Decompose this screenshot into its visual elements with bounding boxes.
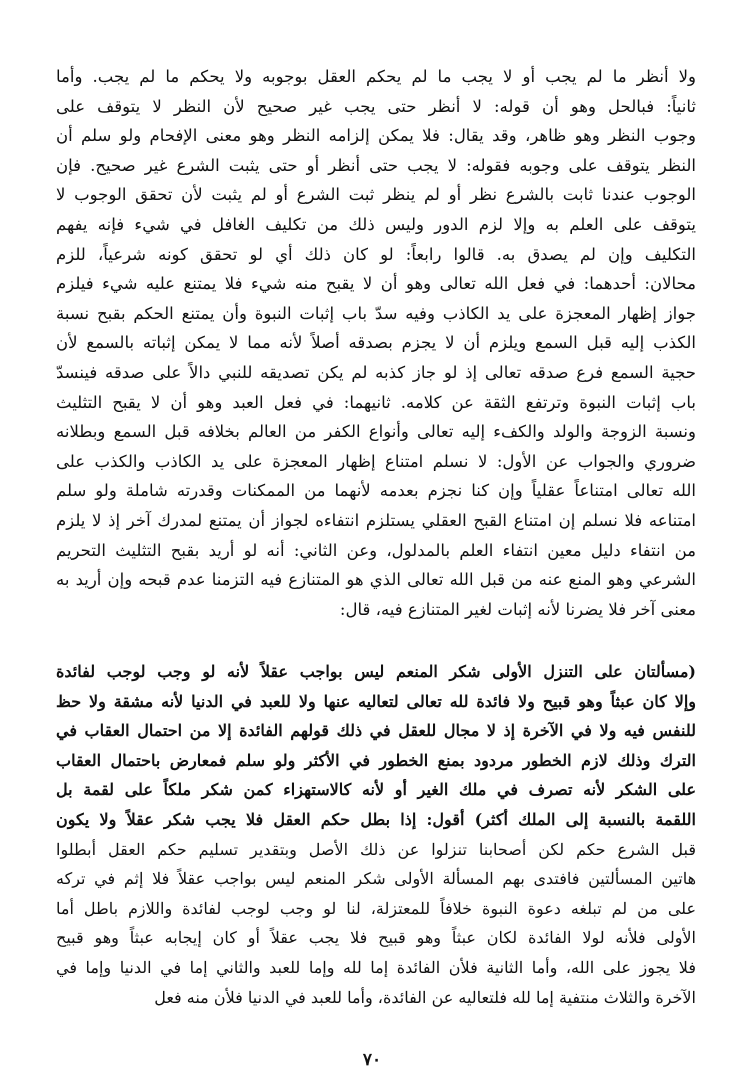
text-line: محالان: أحدهما: في فعل الله تعالى وهو أن لا يقبح منه شيء فلا يمتنع عليه شيء فيلزم (56, 274, 696, 294)
text-line: على الشكر لأنه تصرف في ملك الغير أو لأنه كالاستهزاء كمن شكر ملكاً على لقمة بل (56, 780, 696, 800)
text-line: ونسبة الزوجة والولد والكفء إليه تعالى وأنواع الكفر من العالم بخلافه قبل السمع وبطلانه (56, 422, 696, 442)
text-line: للنفس فيه ولا في الآخرة إذ لا مجال للعقل في ذلك قولهم الفائدة إلا من احتمال العقاب في (56, 721, 696, 741)
text-line: الترك وذلك لازم الخطور مردود بمنع الخطور في الأكثر ولو سلم فمعارض باحتمال العقاب (56, 750, 696, 770)
text-line: من انتفاء دليل معين انتفاء العلم بالمدلول، وعن الثاني: أنه لو أريد بقبح التثليث التحريم (56, 540, 696, 560)
text-line: هاتين المسألتين فافتدى بهم المسألة الأولى شكر المنعم ليس بواجب عقلاً فلا إثم في تركه (56, 869, 696, 889)
text-line: معنى آخر فلا يضرنا لأنه إثبات لغير المتنازع فيه، قال: (339, 599, 696, 619)
text-line: اللقمة بالنسبة إلى الملك أكثر) أقول: إذا بطل حكم العقل فلا يجب شكر عقلاً ولا يكون (56, 809, 696, 829)
text-line: ضروري والجواب عن الأول: لا نسلم امتناع إظهار المعجزة على يد الكاذب والكذب على (56, 451, 696, 471)
text-line: (مسألتان على التنزل الأولى شكر المنعم ليس بواجب عقلاً لأنه لو وجب لوجب لفائدة (56, 662, 696, 681)
text-line: وإلا كان عبثاً وهو قبيح ولا فائدة لله تعالى لتعاليه عنها ولا للعبد في الدنيا لأنه مشقة ولا حظ (56, 691, 696, 711)
text-line: ولا أنظر ما لم يجب أو لا يجب ما لم يحكم العقل بوجوبه ولا يحكم ما لم يجب. وأما (56, 67, 696, 86)
text-line: النظر يتوقف على وجوبه فقوله: لا يجب حتى أنظر أو حتى يثبت الشرع غير صحيح. فإن (56, 155, 696, 175)
text-line: وجوب النظر وهو ظاهر، وقد يقال: فلا يمكن إلزامه النظر وهو معنى الإفحام ولو سلم أن (56, 126, 696, 146)
text-line: ثانياً: فبالحل وهو أن قوله: لا أنظر حتى يجب غير صحيح لأن النظر لا يتوقف على (56, 96, 696, 116)
commentary-paragraph (56, 62, 696, 624)
text-line: قبل الشرع حكم لكن أصحابنا تنزلوا عن ذلك الأصل وبتقدير تسليم حكم العقل أبطلوا (56, 839, 696, 859)
text-line: جواز إظهار المعجزة على يد الكاذب وفيه سدّ باب إثبات النبوة وأن يمتنع الحكم بقبح نسبة (56, 303, 696, 323)
text-line: الأولى فلأنه لولا الفائدة لكان عبثاً وهو قبيح فلا يجب عقلاً أو كان إيجابه عبثاً وهو قبيح (56, 928, 696, 948)
text-line: امتناعه فلا نسلم إن امتناع القبح العقلي يستلزم انتفاءه لجواز أن يمتنع لمدرك آخر إذ لا يلزم (56, 510, 696, 530)
matn-and-commentary-paragraph (56, 657, 696, 1012)
text-line: الله تعالى امتناعاً عقلياً وإن كنا نجزم بعدمه لأنهما من الممكنات وقدرته شاملة ولو سلم (56, 481, 696, 501)
text-line: فلا يجوز على الله، وأما الثانية فلأن الفائدة إما لله وإما للعبد والثاني إما في الدنيا وإما في (56, 957, 696, 977)
text-line: باب إثبات النبوة وترتفع الثقة عن كلامه. ثانيهما: في فعل العبد وهو أن لا يقبح التثليث (56, 392, 696, 412)
text-line: الآخرة والثلاث منتفية إما لله فلتعاليه عن الفائدة، وأما للعبد في الدنيا فلأن منه فعل (154, 987, 696, 1007)
text-line: الكذب إليه قبل السمع ويلزم أن لا يجزم بصدقه أصلاً لأنه مما لا يمكن إثباته بالسمع لأن (56, 333, 696, 353)
page-number: ٧٠ (362, 1050, 382, 1070)
text-line: الشرعي وهو المنع عنه من قبل الله تعالى الذي هو المتنازع فيه التزمنا عدم قبحه وإن أريد به (56, 570, 696, 590)
text-line: الوجوب عندنا ثابت بالشرع نظر أو لم ينظر ثبت الشرع أو لم يثبت لأن تحقق الوجوب لا (56, 185, 696, 205)
text-line: على من لم تبلغه دعوة النبوة خلافاً للمعتزلة، لنا لو وجب لوجب لفائدة واللازم باطل أما (56, 898, 696, 918)
text-line: التكليف وإن لم يصدق به. قالوا رابعاً: لو كان ذلك أي لو تحقق كونه شرعياً، للزم (56, 244, 696, 264)
text-line: يتوقف على العلم به وإلا لزم الدور وليس ذلك من تكليف الغافل في شيء فإنه يفهم (56, 214, 696, 234)
text-line: حجية السمع فرع صدقه تعالى إذ لو جاز كذبه لم يكن تصديقه للنبي دالاً على صدقه فينسدّ (56, 362, 696, 382)
